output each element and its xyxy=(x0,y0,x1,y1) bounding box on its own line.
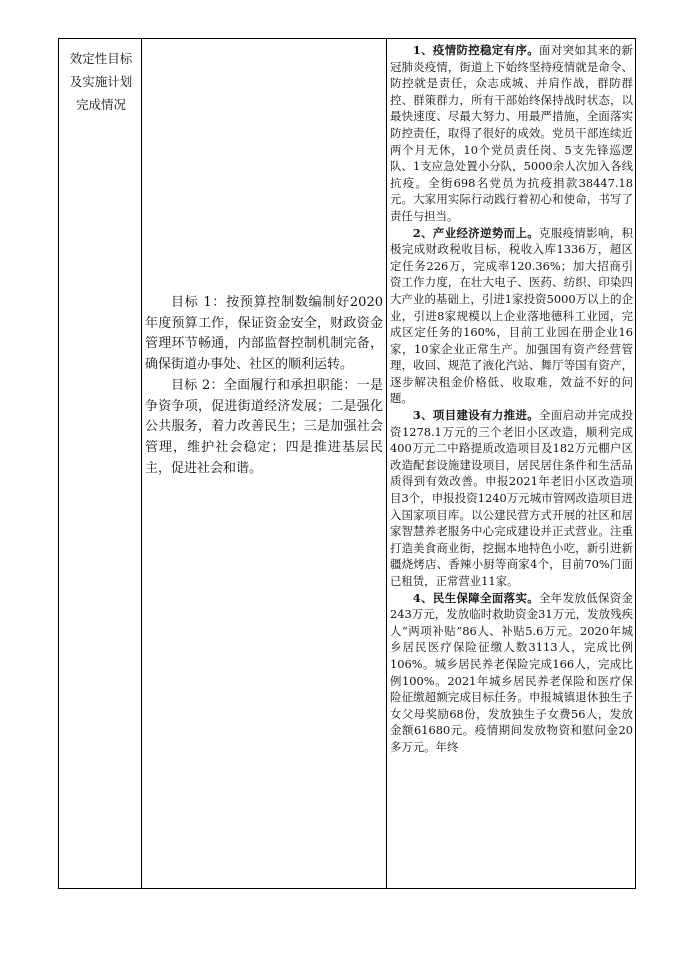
row-label-line: 完成情况 xyxy=(75,97,126,112)
section-body: 全年发放低保资金243万元，发放临时救助资金31万元，发放残疾人“两项补贴”86人、补贴5.6万元。2020年城乡居民医疗保险征缴人数3113人，完成比例106%。城乡居民养老保险完成166人，完成比例100%。2021年城乡居民养老保险和医疗保险征缴超额完成目标任务。申报城镇退休独生子女父母奖励68份，发放独生子女费56人，发放金额61680元。疫情期间发放物资和慰问金20多万元。年终 xyxy=(390,590,633,754)
section-heading: 3、项目建设有力推进。 xyxy=(412,408,540,423)
section-paragraph xyxy=(390,590,633,756)
completion-cell xyxy=(390,42,633,756)
section-paragraph xyxy=(390,407,633,590)
column-divider xyxy=(386,39,387,888)
section-heading: 1、疫情防控稳定有序。 xyxy=(412,43,540,57)
section-paragraph xyxy=(390,225,633,408)
row-label-line: 效定性目标 xyxy=(69,51,133,66)
row-label-line: 及实施计划 xyxy=(69,74,133,89)
column-divider xyxy=(141,39,142,888)
section-body: 面对突如其来的新冠肺炎疫情，街道上下始终坚持疫情就是命令、防控就是责任，众志成城、并肩作战，群防群控、群策群力，所有干部始终保持战时状态，以最快速度、尽最大努力、用最严措施，全面落实防控责任，取得了很好的成效。党员干部连续近两个月无休，10个党员责任岗、5支先锋巡逻队、1支应急处置小分队，5000余人次加入各线抗疫。全街698名党员为抗疫捐款38447.18元。大家用实际行动践行着初心和使命，书写了责任与担当。 xyxy=(390,43,633,223)
targets-cell xyxy=(145,293,383,479)
target-paragraph: 目标 1：按预算控制数编制好2020年度预算工作，保证资金安全，财政资金管理环节畅通，内部监督控制机制完备，确保街道办事处、社区的顺利运转。 xyxy=(145,295,383,373)
section-paragraph xyxy=(390,42,633,225)
section-body: 克服疫情影响，积极完成财政税收目标，税收入库1336万，超区定任务226万，完成率120.36%；加大招商引资工作力度，在壮大电子、医药、纺织、印染四大产业的基础上，引进1家投资5000万以上的企业，引进8家规模以上企业落地德科工业园，完成区定任务的160%，目前工业园在册企业16家，10家企业正常生产。加强国有资产经营管理，收回、规范了液化汽站、舞厅等国有资产，逐步解决租金价格低、收取难，效益不好的问题。 xyxy=(390,225,633,406)
performance-table xyxy=(58,38,636,889)
row-label-cell xyxy=(63,47,139,116)
target-paragraph: 目标 2：全面履行和承担职能：一是争资争项，促进街道经济发展；二是强化公共服务，着力改善民生；三是加强社会管理，维护社会稳定；四是推进基层民主，促进社会和谐。 xyxy=(145,377,383,476)
section-heading: 2、产业经济逆势而上。 xyxy=(412,225,540,240)
section-body: 全面启动并完成投资1278.1万元的三个老旧小区改造，顺利完成400万元二中路提质改造项目及182万元棚户区改造配套设施建设项目，居民居住条件和生活品质得到有效改善。申报2021年老旧小区改造项目3个，申报投资1240万元城市管网改造项目进入国家项目库。以公建民营方式开展的社区和居家智慧养老服务中心完成建设并正式营业。注重打造美食商业街，挖掘本地特色小吃，新引进新疆烧烤店、香辣小厨等商家4个，目前70%门面已租赁，正常营业11家。 xyxy=(390,408,633,588)
section-heading: 4、民生保障全面落实。 xyxy=(412,590,540,605)
